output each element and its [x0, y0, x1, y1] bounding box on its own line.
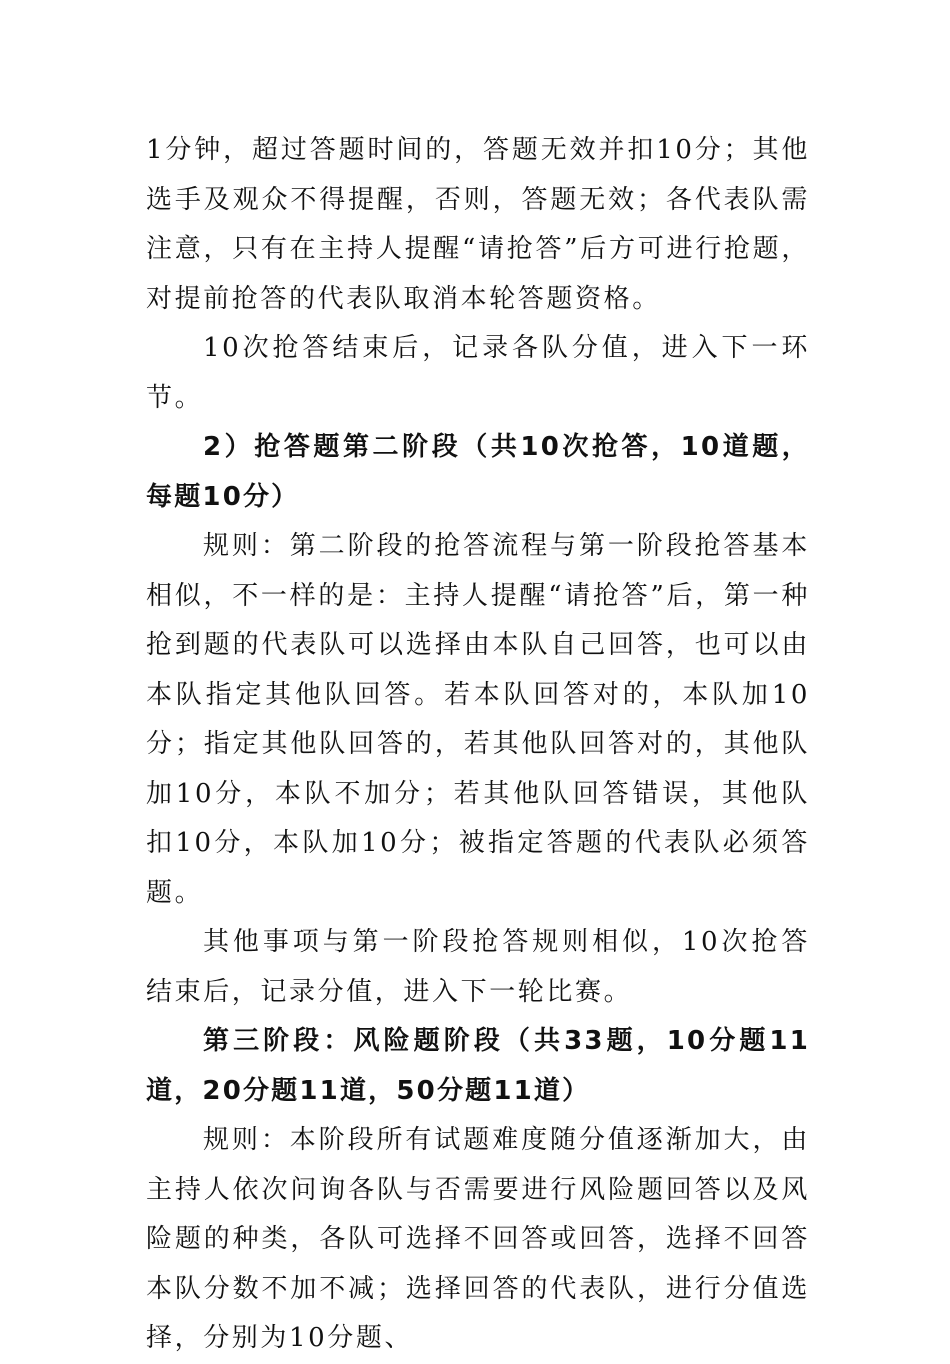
paragraph-stage-one-end: 10次抢答结束后，记录各队分值，进入下一环节。	[146, 333, 810, 413]
heading-stage-three: 第三阶段：风险题阶段（共33题，10分题11道，20分题11道，50分题11道）	[146, 1026, 810, 1106]
paragraph-answer-time-rules: 1分钟，超过答题时间的，答题无效并扣10分；其他选手及观众不得提醒，否则，答题无效；各代表队需注意，只有在主持人提醒“请抢答”后方可进行抢题，对提前抢答的代表队取消本轮答题资格。	[146, 135, 810, 314]
paragraph-stage-three-rules: 规则：本阶段所有试题难度随分值逐渐加大，由主持人依次问询各队与否需要进行风险题回答以及风险题的种类，各队可选择不回答或回答，选择不回答本队分数不加不减；选择回答的代表队，进行分值选择，分别为10分题、	[146, 1125, 810, 1353]
paragraph-stage-two-rules: 规则：第二阶段的抢答流程与第一阶段抢答基本相似，不一样的是：主持人提醒“请抢答”后，第一种抢到题的代表队可以选择由本队自己回答，也可以由本队指定其他队回答。若本队回答对的，本队加10分；指定其他队回答的，若其他队回答对的，其他队加10分，本队不加分；若其他队回答错误，其他队扣10分，本队加10分；被指定答题的代表队必须答题。	[146, 531, 810, 908]
heading-stage-two: 2）抢答题第二阶段（共10次抢答，10道题，每题10分）	[146, 432, 810, 512]
document-body	[146, 126, 810, 1364]
paragraph-stage-two-other: 其他事项与第一阶段抢答规则相似，10次抢答结束后，记录分值，进入下一轮比赛。	[146, 927, 810, 1007]
